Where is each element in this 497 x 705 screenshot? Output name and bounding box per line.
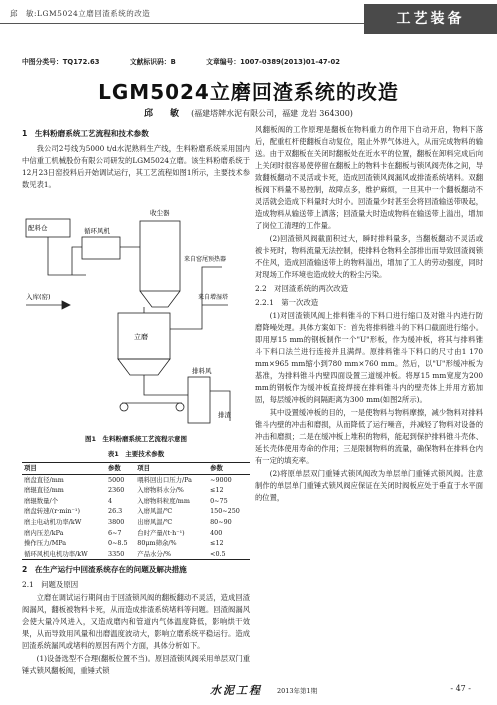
bag-filter-hopper — [140, 291, 180, 307]
right-paragraph-a: 风翻板阀的工作原理是翻板在物料重力的作用下自动开启，物料下落后，配重杠杆使翻板自动复位，阻止外界气体进入，从而完成物料的输送。由于双翻板在关闭时翻板处在近水平的位置，翻板在卸料完成后向上关闭时很容易使停留在翻板上的物料卡在翻板与锁风阀壳体之间，导致翻板翻动不灵活或卡死，造成回渣锁风阀漏风或排渣系统堵料。双翻板阀下料量不易控制，故障点多，维护麻烦，一旦其中一个翻板翻动不灵活就会造成下料量时大时小。回渣量少时甚至会将回渣输送带吸起，造成物料从输送带上洒落；回渣量大时造成物料在输送带上溢出，增加了岗位工清理的工作量。 — [255, 125, 483, 230]
table-header-cell: 参数 — [106, 463, 135, 475]
duct-fan-return — [72, 247, 82, 275]
table-cell: 磨内压差/kPa — [24, 528, 64, 537]
table-header-cell: 项目 — [22, 463, 106, 475]
reject-duct — [144, 375, 188, 395]
table-header-row — [22, 463, 250, 475]
section-2-1-paragraph: 立磨在调试运行期间由于回渣锁风阀的翻板翻动不灵活，造成回渣阀漏风，翻板被物料卡死，从而造成排渣系统堵料等问题。回渣阀漏风会使大量冷风进入，又造成磨内和管道内气体温度降低，影响烘干效果，从而导致用风量和出磨温度波动大，影响立磨系统平稳运行。造成回渣系统漏风或堵料的原因有两个方面，具体分析如下。 — [22, 593, 250, 651]
table-cell: ≤12 — [210, 486, 224, 495]
label-hot-air: 来自窑尾预热器 — [184, 256, 227, 263]
table-cell: 6~7 — [108, 528, 122, 537]
table-cell: 80μm筛余/% — [137, 539, 177, 548]
table-cell: 出磨风温/℃ — [137, 517, 173, 526]
right-paragraph-c: (1)对回渣锁风阀上排料锥斗的下料口进行缩口及对锥斗内进行防磨降噪处理。具体方案如下：首先将排料锥斗的下料口截面进行缩小。即用厚15 mm的钢板制作一个"U"形板，作为缓冲板，将其与排料锥斗下料口法兰进行连接并且满焊。原排料锥斗下料口的尺寸由1 170 mm×965 mm缩小到780 mm×760 mm。然后，以"U"形缓冲板为基准，为排料锥斗内壁四面设置三道缓冲板。将厚15 mm宽度为200 mm的钢板作为缓冲板直接焊接在排料锥斗内的壁壳体上并用方筋加固，每层缓冲板的间隔距离为300 mm(如图2所示)。 — [255, 311, 483, 404]
grinder-base — [118, 359, 170, 375]
table-1-caption: 表1 主要技术参数 — [107, 450, 165, 458]
table-cell: ~9000 — [210, 475, 232, 484]
table-cell: 2360 — [108, 486, 125, 495]
label-cooler-air: 来自增湿塔 — [198, 294, 229, 301]
table-cell: 磨辊直径/mm — [24, 486, 64, 495]
left-column — [22, 124, 250, 678]
duct-silo-belt — [48, 237, 86, 275]
author-affiliation: (福建塔牌水泥有限公司，福建 龙岩 364300) — [191, 109, 353, 118]
table-cell: 3350 — [106, 549, 135, 560]
label-fan: 循环风机 — [84, 227, 110, 235]
clc-number: 中图分类号：TQ172.63 — [22, 58, 100, 66]
table-cell: 26.3 — [108, 507, 123, 516]
section-2-1-heading: 2.1 问题及原因 — [22, 580, 79, 590]
table-cell: 4 — [108, 496, 113, 505]
process-flow-diagram — [22, 195, 250, 431]
table-cell: 循环风机电机功率/kW — [22, 549, 106, 560]
right-column — [255, 124, 483, 505]
author-line — [0, 106, 497, 119]
section-2-2-heading: 2.2 对回渣系统的两次改造 — [255, 284, 349, 293]
right-paragraph-e: (2)将原单层双门重锤式锁风阀改为单层单门重锤式锁风阀。注意制作的单层单门重锤式锁风阀应保证在关闭时阀板应处于垂直于水平面的位置， — [255, 469, 483, 502]
section-1-heading: 1 生料粉磨系统工艺流程和技术参数 — [22, 129, 149, 138]
table-cell: 80~90 — [210, 517, 232, 526]
bag-filter-shape — [140, 221, 180, 291]
table-cell: <0.5 — [208, 549, 250, 560]
table-row — [22, 549, 250, 560]
label-exhaust: 排渣 — [218, 411, 231, 419]
table-cell: 400 — [210, 528, 223, 537]
figure-1 — [22, 195, 250, 431]
product-arrow-icon — [62, 301, 70, 309]
table-row — [22, 474, 250, 485]
section-2-1-paragraph-2: (1)设备选型不合理(翻板位置不当)。原回渣锁风阀采用单层双门重锤式锁风翻板阀，重锤式锁 — [22, 654, 250, 676]
table-cell: 入磨风温/℃ — [137, 507, 173, 516]
section-2-heading: 2 在生产运行中回渣系统存在的问题及解决措施 — [22, 565, 187, 575]
label-product: 入库(窑) — [26, 293, 51, 301]
author-name: 邱 敏 — [144, 109, 184, 119]
running-head-text: 邱 敏:LGM5024立磨回渣系统的改造 — [10, 9, 151, 18]
journal-issue: 2013年第1期 — [277, 687, 318, 695]
article-number: 文章编号：1007-0389(2013)01-47-02 — [206, 58, 340, 66]
section-2-2-1-heading: 2.2.1 第一次改造 — [255, 298, 319, 307]
label-silo: 配料仓 — [28, 224, 48, 232]
parameters-table — [22, 462, 250, 560]
table-cell: 入磨物料粒度/mm — [137, 496, 190, 505]
table-row — [22, 517, 250, 528]
table-cell: 产品水分/% — [135, 549, 208, 560]
table-cell: 5000 — [108, 475, 125, 484]
paper-title: LGM5024立磨回渣系统的改造 — [98, 80, 399, 104]
belt-roller-left — [120, 403, 128, 411]
table-cell: 磨盘转速/(r·min⁻¹) — [24, 507, 80, 516]
figure-1-caption: 图1 生料粉磨系统工艺流程示意图 — [84, 435, 188, 443]
table-row — [22, 496, 250, 507]
table-cell: ≤12 — [210, 539, 224, 548]
fan-shape — [82, 237, 120, 259]
table-header-cell: 参数 — [208, 463, 250, 475]
table-row — [22, 528, 250, 539]
table-cell: 操作压力/MPa — [24, 539, 67, 548]
page-footer — [0, 680, 497, 705]
section-1-paragraph: 我公司2号线为5000 t/d水泥熟料生产线，生料粉磨系统采用国内中信重工机械股份有限公司研发的LGM5024立磨。该生料粉磨系统于12月23日窑投料后开始调试运行，其工艺流程如图1所示，主要技术参数见表1。 — [22, 144, 250, 189]
belt-roller-right — [176, 403, 184, 411]
table-cell: 台时产量/(t·h⁻¹) — [137, 528, 185, 537]
running-head — [0, 0, 497, 44]
table-header-cell: 项目 — [135, 463, 208, 475]
doc-code: 文献标识码：B — [129, 58, 176, 66]
table-cell: 0~75 — [210, 496, 228, 505]
table-row — [22, 538, 250, 549]
journal-name: 水泥工程 — [210, 684, 262, 697]
right-paragraph-b: (2)回渣锁风阀截面积过大，瞬时排料量多，当翻板翻动不灵活或被卡死时，物料流量无法控制，使排料仓物料全部排出而导致回渣阀锁不住风，造成回渣输送带上的物料溢出，增加了工人的劳动强度，同时对现场工作环境也造成较大的粉尘污染。 — [255, 234, 483, 279]
label-bag-filter: 收尘器 — [150, 209, 170, 217]
table-cell: 0~8.5 — [108, 539, 128, 548]
table-cell: 喂料回出口压力/Pa — [137, 475, 192, 484]
table-cell: 磨主电动机功率/kW — [24, 517, 82, 526]
table-cell: 150~250 — [210, 507, 240, 516]
table-row — [22, 506, 250, 517]
right-paragraph-d: 其中设置缓冲板的目的，一是使物料与物料摩擦，减少物料对排料锥斗内壁的冲击和磨损，从而降低了运行噪音，并减轻了物料对设备的冲击和磨损；二是在缓冲板上堆积的物料，能起到保护排料锥斗壳体、延长壳体使用寿命的作用；三是限制物料的流量，确保物料在排料仓内有一定的填充率。 — [255, 408, 483, 465]
table-row — [22, 485, 250, 496]
label-elevator: 排料风 — [192, 367, 212, 375]
table-cell: 磨辊数量/个 — [24, 496, 59, 505]
table-cell: 3800 — [108, 517, 125, 526]
section-tab: 工艺装备 — [364, 4, 497, 34]
table-cell: 磨盘直径/mm — [24, 475, 64, 484]
page-number: - 47 - — [450, 684, 471, 693]
reject-elevator-shape — [188, 377, 210, 423]
label-grinder: 立磨 — [134, 333, 148, 341]
table-cell: 入磨物料水分/% — [137, 486, 184, 495]
article-meta — [22, 56, 366, 66]
